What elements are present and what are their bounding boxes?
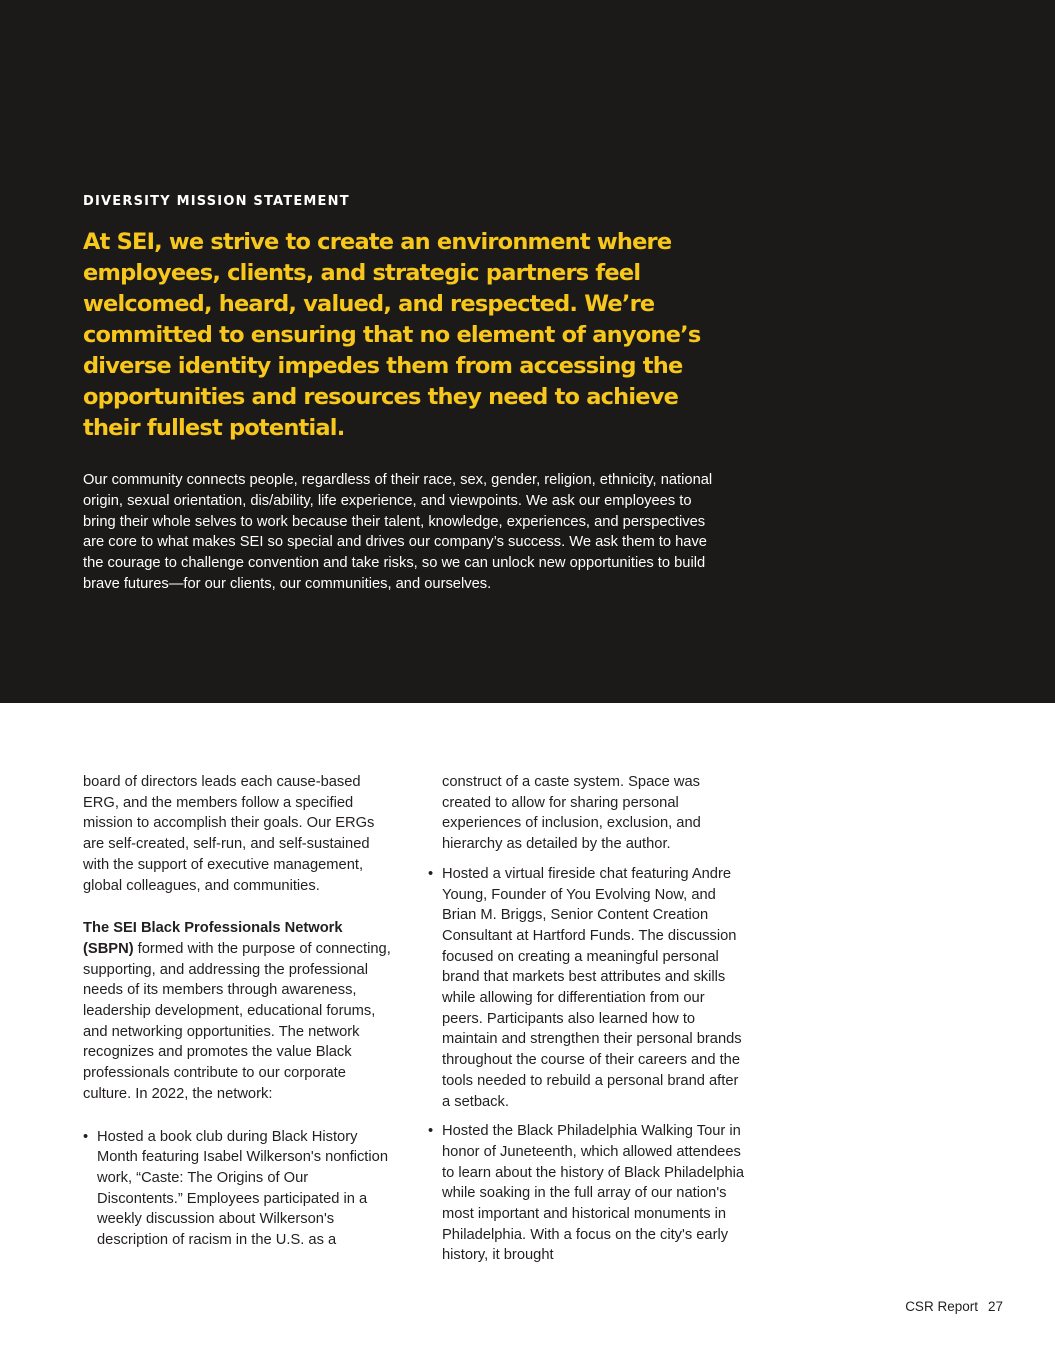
sbpn-body: formed with the purpose of connecting, supporting, and addressing the professional needs of its members through awareness, leadership development, educational forums, and networking opportunities. The network recognizes and promotes the value Black professionals contribute to our corporate culture. In 2022, the network:: [83, 940, 391, 1102]
sbpn-activities-list: [83, 1127, 393, 1251]
community-intro: Our community connects people, regardless of their race, sex, gender, religion, ethnicity, national origin, sexual orientation, dis/ability, life experience, and viewpoints. We ask our employees to bring their whole selves to work because their talent, knowledge, experiences, and perspectives are core to what makes SEI so special and drives our company’s success. We ask them to have the courage to challenge convention and take risks, so we can unlock new opportunities to build brave futures—for our clients, our communities, and ourselves.: [83, 472, 713, 592]
book-club-continuation: construct of a caste system. Space was created to allow for sharing personal experiences of inclusion, exclusion, and hierarchy as detailed by the author.: [442, 774, 701, 853]
left-column: [83, 772, 393, 1251]
sbpn-activities-list-continued: [428, 864, 746, 1266]
sbpn-title: The SEI Black Professionals Network (SBPN): [83, 920, 343, 957]
list-item-walking-tour: • Hosted the Black Philadelphia Walking Tour in honor of Juneteenth, which allowed attendees to learn about the history of Black Philadelphia while soaking in the full array of our nation's most important and historical monuments in Philadelphia. With a focus on the city's early history, it brought: [428, 1121, 746, 1266]
list-item-fireside-chat: • Hosted a virtual fireside chat featuring Andre Young, Founder of You Evolving Now, and Brian M. Briggs, Senior Content Creation Consultant at Hartford Funds. The discussion focused on creating a meaningful personal brand that markets best attributes and skills while allowing for differentiation from our peers. Participants also learned how to maintain and strengthen their personal brands throughout the course of their careers and the tools needed to rebuild a personal brand after a setback.: [428, 864, 746, 1112]
list-item-book-club: • Hosted a book club during Black History Month featuring Isabel Wilkerson's nonfiction work, “Caste: The Origins of Our Discontents.” Employees participated in a weekly discussion about Wilkerson's description of racism in the U.S. as a: [83, 1127, 393, 1251]
section-eyebrow: DIVERSITY MISSION STATEMENT: [83, 194, 350, 209]
page-number: 27: [987, 1299, 1003, 1314]
right-column: [428, 772, 746, 1266]
erg-paragraph: board of directors leads each cause-based ERG, and the members follow a specified mission to accomplish their goals. Our ERGs are self-created, self-run, and self-sustained with the support of executive management, global colleagues, and communities.: [83, 774, 375, 894]
report-name: CSR Report: [905, 1299, 978, 1314]
mission-statement: At SEI, we strive to create an environment where employees, clients, and strategic partners feel welcomed, heard, valued, and respected. We’re committed to ensuring that no element of anyone’s diverse identity impedes them from accessing the opportunities and resources they need to achieve their fullest potential.: [83, 229, 701, 441]
sbpn-paragraph: [83, 918, 393, 1104]
page-footer: [905, 1299, 1003, 1314]
